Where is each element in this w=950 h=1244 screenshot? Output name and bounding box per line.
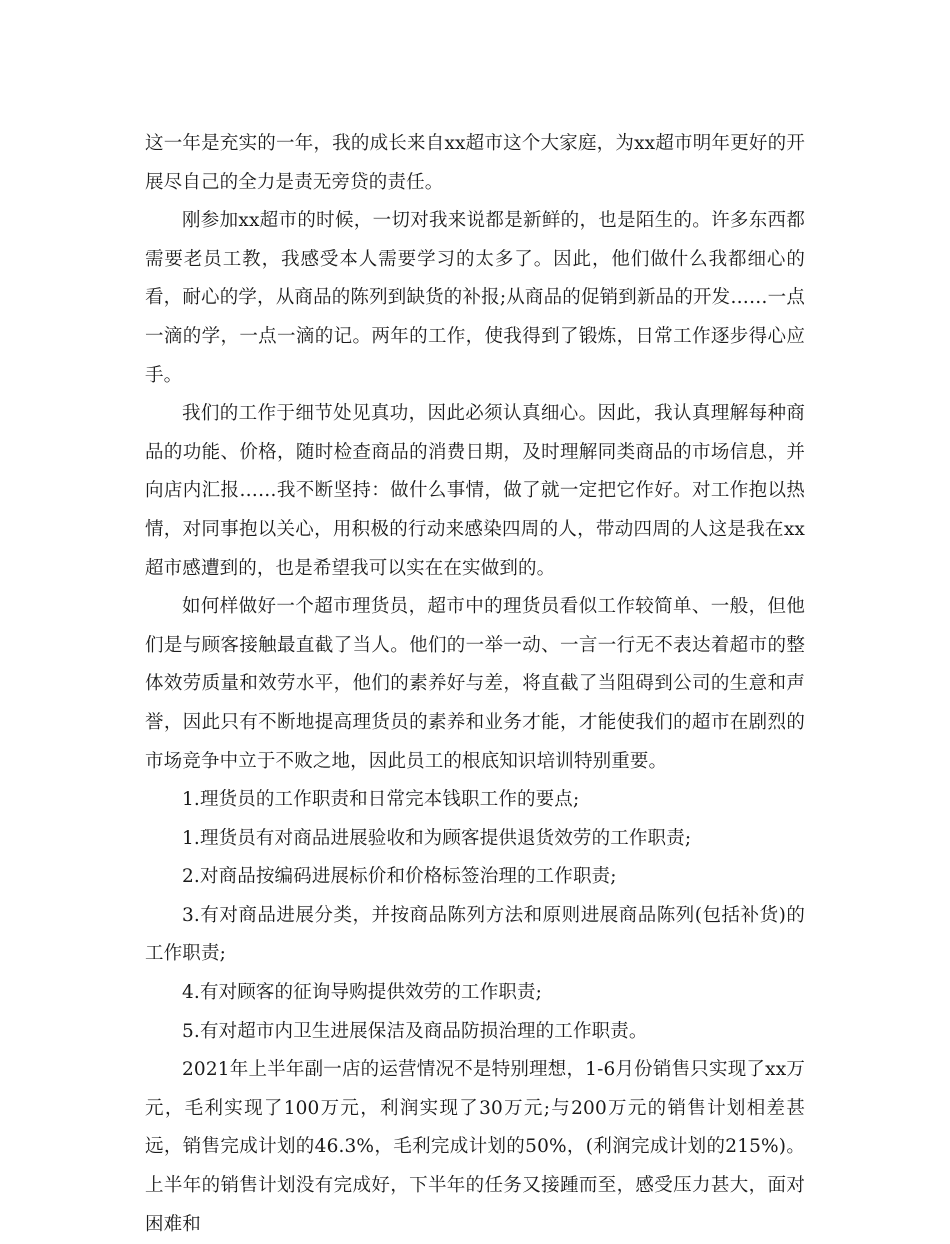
paragraph-intro: 这一年是充实的一年，我的成长来自xx超市这个大家庭，为xx超市明年更好的开展尽自己的全力是责无旁贷的责任。 (145, 133, 805, 193)
list-item: 2.对商品按编码进展标价和价格标签治理的工作职责; (182, 866, 617, 888)
list-item: 3.有对商品进展分类，并按商品陈列方法和原则进展商品陈列(包括补货)的工作职责; (145, 904, 805, 965)
list-heading: 1.理货员的工作职责和日常完本钱职工作的要点; (182, 789, 580, 811)
document-body (145, 125, 805, 1244)
paragraph-attention-to-detail: 我们的工作于细节处见真功，因此必须认真细心。因此，我认真理解每种商品的功能、价格，随时检查商品的消费日期，及时理解同类商品的市场信息，并向店内汇报……我不断坚持：做什么事情，做了就一定把它作好。对工作抱以热情，对同事抱以关心，用积极的行动来感染四周的人，带动四周的人这是我在xx超市感遭到的，也是希望我可以实在在实做到的。 (145, 403, 805, 579)
list-item: 4.有对顾客的征询导购提供效劳的工作职责; (182, 982, 543, 1004)
paragraph-stock-clerk-role: 如何样做好一个超市理货员，超市中的理货员看似工作较简单、一般，但他们是与顾客接触最直截了当人。他们的一举一动、一言一行无不表达着超市的整体效劳质量和效劳水平，他们的素养好与差，将直截了当阻碍到公司的生意和声誉，因此只有不断地提高理货员的素养和业务才能，才能使我们的超市在剧烈的市场竞争中立于不败之地，因此员工的根底知识培训特别重要。 (145, 596, 805, 772)
list-item: 1.理货员有对商品进展验收和为顾客提供退货效劳的工作职责; (182, 827, 692, 849)
paragraph-sales-review: 2021年上半年副一店的运营情况不是特别理想，1-6月份销售只实现了xx万元，毛利实现了100万元，利润实现了30万元;与200万元的销售计划相差甚远，销售完成计划的46.3%，毛利完成计划的50%，(利润完成计划的215%)。上半年的销售计划没有完成好，下半年的任务又接踵而至，感受压力甚大，面对困难和 (145, 1059, 805, 1235)
list-item: 5.有对超市内卫生进展保洁及商品防损治理的工作职责。 (182, 1020, 648, 1042)
paragraph-joining: 刚参加xx超市的时候，一切对我来说都是新鲜的，也是陌生的。许多东西都需要老员工教，我感受本人需要学习的太多了。因此，他们做什么我都细心的看，耐心的学，从商品的陈列到缺货的补报;从商品的促销到新品的开发……一点一滴的学，一点一滴的记。两年的工作，使我得到了锻炼，日常工作逐步得心应手。 (145, 210, 805, 386)
